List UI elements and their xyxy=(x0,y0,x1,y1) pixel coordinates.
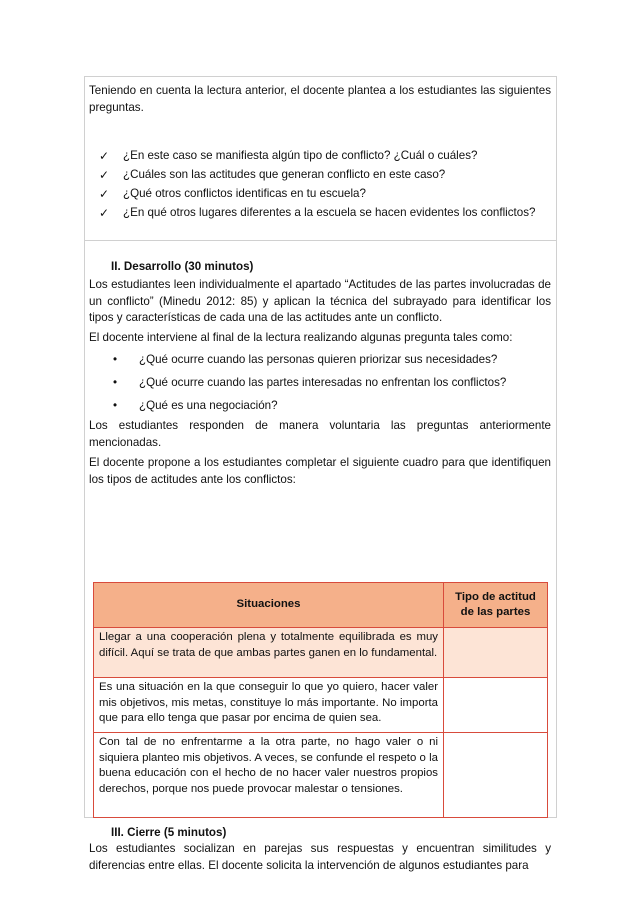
situation-cell: Llegar a una cooperación plena y totalmente equilibrada es muy difícil. Aquí se trata de que ambas partes ganen en lo fundamental. xyxy=(94,628,444,678)
document-page xyxy=(84,76,557,872)
development-cell xyxy=(85,241,556,872)
desarrollo-paragraph-3: Los estudiantes responden de manera voluntaria las preguntas anteriormente mencionadas. xyxy=(89,419,551,449)
checkmark-icon: ✓ xyxy=(99,168,110,182)
cierre-heading: III. Cierre (5 minutos) xyxy=(111,826,227,839)
table-row xyxy=(94,628,548,678)
question-item: ✓ ¿Cuáles son las actitudes que generan conflicto en este caso? xyxy=(99,168,446,182)
bullet-item: • ¿Qué ocurre cuando las personas quieren priorizar sus necesidades? xyxy=(113,353,498,366)
question-item: ✓ ¿En qué otros lugares diferentes a la escuela se hacen evidentes los conflictos? xyxy=(99,206,536,220)
checkmark-icon: ✓ xyxy=(99,187,110,201)
question-item: ✓ ¿Qué otros conflictos identificas en tu escuela? xyxy=(99,187,366,201)
desarrollo-paragraph-2: El docente interviene al final de la lectura realizando algunas pregunta tales como: xyxy=(89,331,513,344)
desarrollo-paragraph-4: El docente propone a los estudiantes completar el siguiente cuadro para que identifiquen los tipos de actitudes ante los conflictos: xyxy=(89,456,551,486)
checkmark-icon: ✓ xyxy=(99,149,110,163)
situation-cell: Es una situación en la que conseguir lo que yo quiero, hacer valer mis objetivos, mis metas, constituye lo más importante. No importa que para ello tenga que pasar por encima de quien sea. xyxy=(94,678,444,733)
desarrollo-paragraph-1: Los estudiantes leen individualmente el apartado “Actitudes de las partes involucradas de un conflicto” (Minedu 2012: 85) y aplican la técnica del subrayado para identificar los tipos y características de cada una de las actitudes ante un conflicto. xyxy=(89,278,551,324)
bullet-item: • ¿Qué ocurre cuando las partes interesadas no enfrentan los conflictos? xyxy=(113,376,507,389)
table-row xyxy=(94,733,548,818)
bullet-icon: • xyxy=(113,399,118,412)
question-item: ✓ ¿En este caso se manifiesta algún tipo de conflicto? ¿Cuál o cuáles? xyxy=(99,149,478,163)
header-situaciones: Situaciones xyxy=(94,583,444,628)
bullet-icon: • xyxy=(113,353,118,366)
checkmark-icon: ✓ xyxy=(99,206,110,220)
attitudes-table xyxy=(93,582,548,818)
situation-cell: Con tal de no enfrentarme a la otra parte, no hago valer o ni siquiera planteo mis objetivos. A veces, se confunde el respeto o la buena educación con el hecho de no hacer valer nuestros propios derechos, porque nos puede provocar malestar o tensiones. xyxy=(94,733,444,818)
header-tipo-actitud: Tipo de actitud de las partes xyxy=(444,583,548,628)
intro-paragraph: Teniendo en cuenta la lectura anterior, el docente plantea a los estudiantes las siguientes preguntas. xyxy=(89,84,551,114)
answer-cell[interactable] xyxy=(444,733,548,818)
answer-cell[interactable] xyxy=(444,628,548,678)
cierre-paragraph: Los estudiantes socializan en parejas sus respuestas y encuentran similitudes y diferencias entre ellas. El docente solicita la intervención de algunos estudiantes para xyxy=(89,842,551,872)
answer-cell[interactable] xyxy=(444,678,548,733)
bullet-icon: • xyxy=(113,376,118,389)
bullet-item: • ¿Qué es una negociación? xyxy=(113,399,278,412)
intro-cell xyxy=(85,77,556,241)
table-header-row xyxy=(94,583,548,628)
table-row xyxy=(94,678,548,733)
desarrollo-heading: II. Desarrollo (30 minutos) xyxy=(111,260,254,273)
